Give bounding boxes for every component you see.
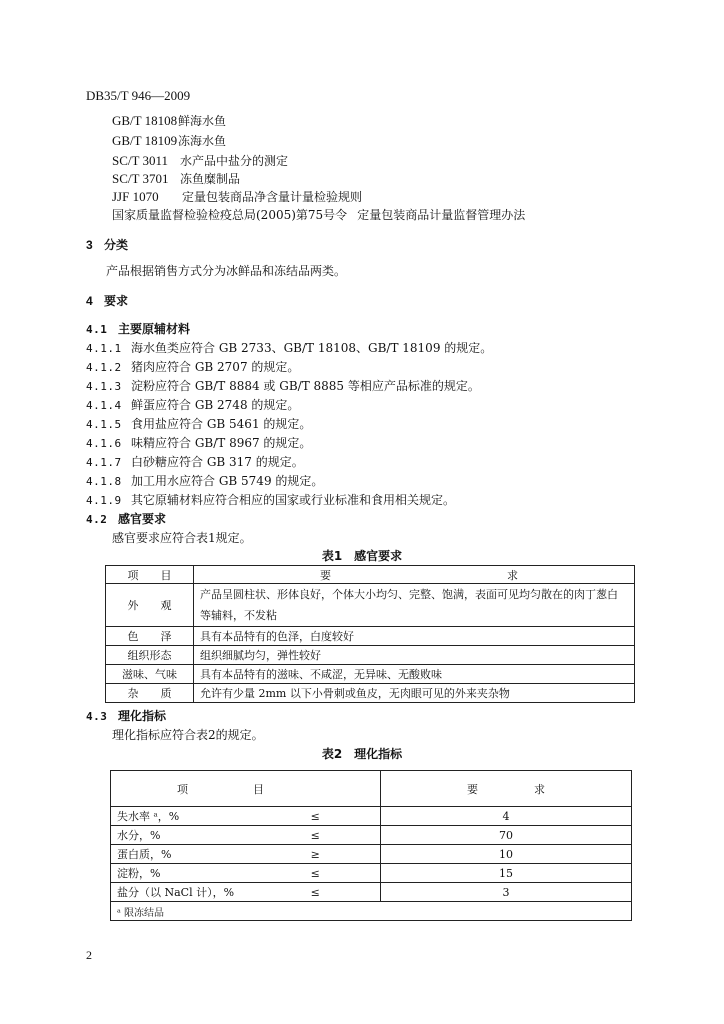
table-cell: ≤ [251,864,381,883]
reference-title: 鲜海水鱼 [178,114,227,128]
clause-item: 4.1.8 加工用水应符合 GB 5749 的规定。 [86,474,324,488]
clause-item: 4.1.7 白砂糖应符合 GB 317 的规定。 [86,455,304,469]
table-cell: 10 [381,845,632,864]
table-row [111,826,632,845]
reference-code: SC/T 3701 [112,171,169,186]
table-footnote-row [111,902,632,921]
reference-code: GB/T 18109 [112,133,178,148]
section-4-2-heading: 4.2 感官要求 [86,512,167,526]
reference-code: JJF 1070 [112,189,159,204]
table-cell: ≥ [251,845,381,864]
clause-item: 4.1.5 食用盐应符合 GB 5461 的规定。 [86,417,312,431]
reference-item [112,152,288,169]
table-row [106,584,635,627]
table-cell: 产品呈圆柱状、形体良好，个体大小均匀、完整、饱满，表面可见均匀散在的肉丁葱白等辅料，不发粘 [194,584,635,627]
table-cell: 外 观 [106,584,194,627]
table-2-caption: 表2 理化指标 [321,747,403,761]
table-cell: 色 泽 [106,627,194,646]
table-row [111,807,632,826]
reference-item [112,170,240,187]
table-cell: ≤ [251,807,381,826]
table-header-cell: 要 求 [194,566,635,584]
reference-item [112,188,362,205]
table-footnote: ᵃ 限冻结品 [111,902,632,921]
reference-item [112,206,525,223]
clause-item: 4.1.3 淀粉应符合 GB/T 8884 或 GB/T 8885 等相应产品标准的规定。 [86,379,480,393]
physicochemical-indicators-table [110,770,632,921]
section-4-heading: 4 要求 [86,294,129,308]
table-row [111,883,632,902]
table-cell: 组织形态 [106,646,194,665]
table-row [111,864,632,883]
reference-title: 水产品中盐分的测定 [180,154,289,168]
reference-item [112,112,226,129]
table-header-cell: 要 求 [381,771,632,807]
table-cell: 水分，% [111,826,251,845]
reference-item [112,132,226,149]
reference-code: SC/T 3011 [112,153,168,168]
table-cell: 失水率 ᵃ，% [111,807,251,826]
section-3-heading: 3 分类 [86,238,129,252]
table-cell: 具有本品特有的滋味、不咸涩，无异味、无酸败味 [194,665,635,684]
standard-number-header: DB35/T 946—2009 [86,88,191,103]
table-cell: 组织细腻均匀，弹性较好 [194,646,635,665]
clause-item: 4.1.9 其它原辅材料应符合相应的国家或行业标准和食用相关规定。 [86,493,456,507]
table-cell: ≤ [251,826,381,845]
table-cell: 3 [381,883,632,902]
table-cell: 杂 质 [106,684,194,703]
table-cell: 15 [381,864,632,883]
section-4-1-heading: 4.1 主要原辅材料 [86,322,191,336]
table-row [106,646,635,665]
section-4-3-text: 理化指标应符合表2的规定。 [112,728,264,742]
table-row [106,665,635,684]
reference-title: 定量包装商品净含量计量检验规则 [182,190,363,204]
sensory-requirements-table [105,565,635,703]
table-cell: 淀粉，% [111,864,251,883]
table-row [106,627,635,646]
table-header-row [106,566,635,584]
reference-title: 冻鱼糜制品 [180,172,241,186]
table-row [111,845,632,864]
table-cell: 盐分（以 NaCl 计），% [111,883,251,902]
table-row [106,684,635,703]
clause-item: 4.1.6 味精应符合 GB/T 8967 的规定。 [86,436,312,450]
clause-item: 4.1.4 鲜蛋应符合 GB 2748 的规定。 [86,398,300,412]
table-cell: 4 [381,807,632,826]
table-cell: 滋味、气味 [106,665,194,684]
clause-item: 4.1.2 猪肉应符合 GB 2707 的规定。 [86,360,300,374]
table-cell: 具有本品特有的色泽，白度较好 [194,627,635,646]
table-1-caption: 表1 感官要求 [321,549,403,563]
page-number: 2 [86,948,92,962]
clause-item: 4.1.1 海水鱼类应符合 GB 2733、GB/T 18108、GB/T 18109 的规定。 [86,341,493,355]
reference-code: GB/T 18108 [112,113,178,128]
section-4-2-text: 感官要求应符合表1规定。 [112,531,252,545]
table-header-cell: 项 目 [111,771,381,807]
table-header-cell: 项 目 [106,566,194,584]
table-cell: 蛋白质，% [111,845,251,864]
reference-title: 定量包装商品计量监督管理办法 [357,208,526,222]
table-cell: ≤ [251,883,381,902]
table-cell: 70 [381,826,632,845]
table-cell: 允许有少量 2mm 以下小骨刺或鱼皮，无肉眼可见的外来夹杂物 [194,684,635,703]
reference-title: 冻海水鱼 [178,134,227,148]
section-4-3-heading: 4.3 理化指标 [86,709,167,723]
section-3-text: 产品根据销售方式分为冰鲜品和冻结品两类。 [106,264,347,278]
reference-code: 国家质量监督检验检疫总局(2005)第75号令 [112,208,348,222]
table-header-row [111,771,632,807]
